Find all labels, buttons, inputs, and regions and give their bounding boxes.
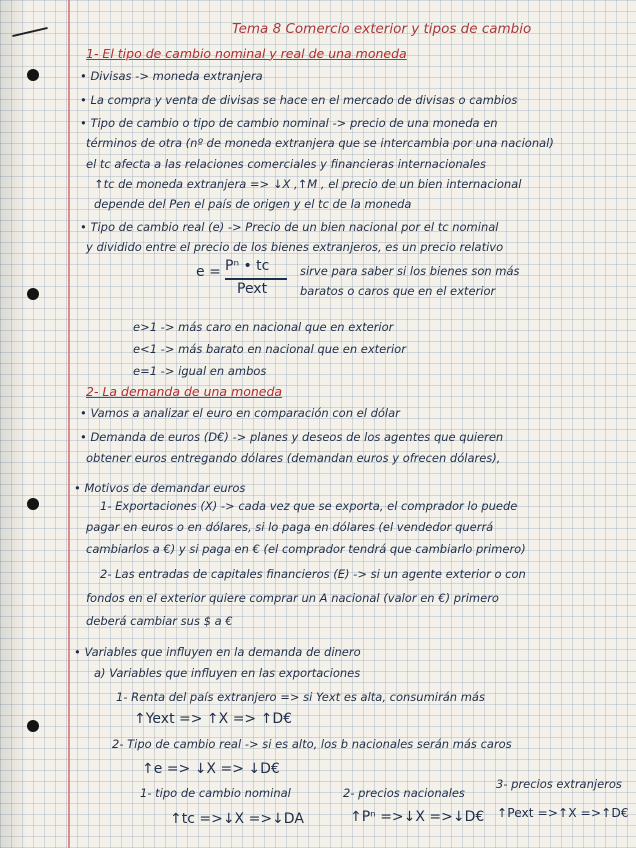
note-line: e=1 -> igual en ambos: [133, 364, 267, 378]
formula-denominator: Pext: [237, 281, 268, 297]
note-line: ↑Yext => ↑X => ↑D€: [134, 711, 293, 727]
note-line: • La compra y venta de divisas se hace en el mercado de divisas o cambios: [80, 93, 518, 107]
note-line: ↑Pⁿ =>↓X =>↓D€: [350, 809, 485, 825]
note-line: • Divisas -> moneda extranjera: [80, 69, 263, 83]
note-line: 3- precios extranjeros: [496, 777, 622, 791]
note-line: obtener euros entregando dólares (demandan euros y ofrecen dólares),: [86, 451, 501, 465]
formula-note: sirve para saber si los bienes son más: [300, 264, 520, 278]
note-line: 2- Las entradas de capitales financieros (E) -> si un agente exterior o con: [100, 567, 526, 581]
formula-note: baratos o caros que en el exterior: [300, 284, 496, 298]
note-line: cambiarlos a €) y si paga en € (el comprador tendrá que cambiarlo primero): [86, 542, 526, 556]
page-title: Tema 8 Comercio exterior y tipos de cambio: [232, 21, 532, 37]
page-shadow: [0, 0, 28, 848]
note-line: el tc afecta a las relaciones comerciales y financieras internacionales: [86, 157, 486, 171]
note-line: 2- precios nacionales: [343, 786, 465, 800]
note-line: términos de otra (nº de moneda extranjera que se intercambia por una nacional): [86, 136, 554, 150]
note-line: pagar en euros o en dólares, si lo paga en dólares (el vendedor querrá: [86, 520, 494, 534]
note-line: • Vamos a analizar el euro en comparación con el dólar: [80, 406, 400, 420]
note-line: e<1 -> más barato en nacional que en exterior: [133, 342, 406, 356]
note-line: 1- Exportaciones (X) -> cada vez que se exporta, el comprador lo puede: [100, 499, 518, 513]
section-2-heading: 2- La demanda de una moneda: [86, 384, 283, 399]
note-line: a) Variables que influyen en las exportaciones: [94, 666, 361, 680]
note-line: fondos en el exterior quiere comprar un A nacional (valor en €) primero: [86, 591, 499, 605]
binder-hole: [27, 69, 39, 81]
note-line: • Tipo de cambio o tipo de cambio nominal -> precio de una moneda en: [80, 116, 498, 130]
fraction-bar: [225, 278, 287, 280]
binder-hole: [27, 720, 39, 732]
note-line: deberá cambiar sus $ a €: [86, 614, 233, 628]
formula-numerator: Pⁿ • tc: [225, 258, 270, 274]
note-line: • Variables que influyen en la demanda de dinero: [74, 645, 361, 659]
note-line: depende del Pen el país de origen y el tc de la moneda: [94, 197, 412, 211]
binder-hole: [27, 498, 39, 510]
binder-hole: [27, 288, 39, 300]
note-line: 1- tipo de cambio nominal: [140, 786, 291, 800]
note-line: ↑tc de moneda extranjera => ↓X ,↑M , el precio de un bien internacional: [94, 177, 522, 191]
note-line: y dividido entre el precio de los bienes extranjeros, es un precio relativo: [86, 240, 504, 254]
note-line: 1- Renta del país extranjero => si Yext es alta, consumirán más: [116, 690, 485, 704]
note-line: ↑tc =>↓X =>↓DA: [170, 811, 304, 827]
note-line: ↑Pext =>↑X =>↑D€: [497, 806, 629, 820]
margin-line: [68, 0, 70, 848]
note-line: • Tipo de cambio real (e) -> Precio de un bien nacional por el tc nominal: [80, 220, 499, 234]
note-line: • Demanda de euros (D€) -> planes y deseos de los agentes que quieren: [80, 430, 504, 444]
section-1-heading: 1- El tipo de cambio nominal y real de una moneda: [86, 46, 407, 61]
note-line: • Motivos de demandar euros: [74, 481, 246, 495]
note-line: ↑e => ↓X => ↓D€: [142, 761, 280, 777]
note-line: 2- Tipo de cambio real -> si es alto, los b nacionales serán más caros: [112, 737, 512, 751]
note-line: e>1 -> más caro en nacional que en exterior: [133, 320, 394, 334]
formula-lhs: e =: [196, 264, 221, 280]
